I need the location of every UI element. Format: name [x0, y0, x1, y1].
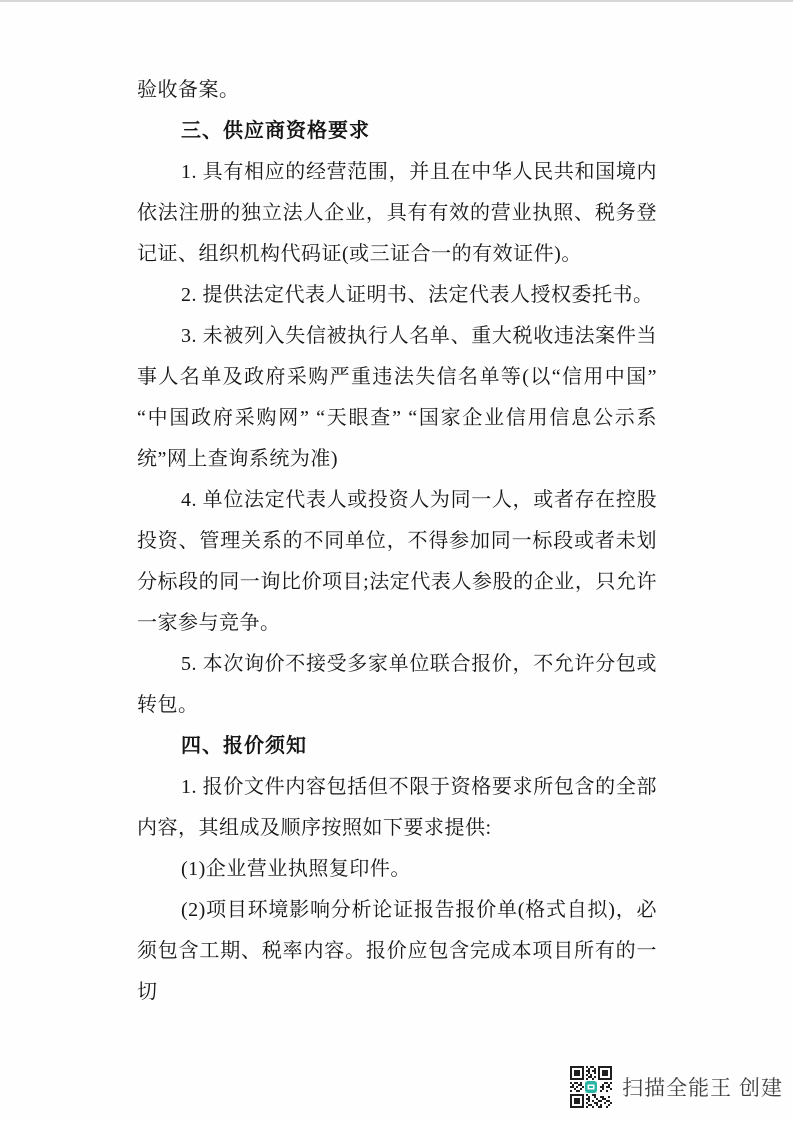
- para-qualification-item-2: 2. 提供法定代表人证明书、法定代表人授权委托书。: [181, 284, 654, 306]
- heading-quotation-notes: 四、报价须知: [181, 735, 307, 757]
- para-quotation-subitem-1: (1)企业营业执照复印件。: [181, 858, 411, 880]
- para-acceptance-filing: 验收备案。: [137, 79, 240, 101]
- camscanner-watermark: [570, 1066, 783, 1108]
- para-qualification-item-5: 5. 本次询价不接受多家单位联合报价，不允许分包或转包。: [137, 653, 657, 716]
- para-qualification-item-4: 4. 单位法定代表人或投资人为同一人，或者存在控股投资、管理关系的不同单位，不得参加同一标段或者未划分标段的同一询比价项目;法定代表人参股的企业，只允许一家参与竞争。: [137, 489, 657, 634]
- heading-supplier-qualifications: 三、供应商资格要求: [181, 120, 370, 142]
- para-quotation-subitem-2: (2)项目环境影响分析论证报告报价单(格式自拟)，必须包含工期、税率内容。报价应包含完成本项目所有的一切: [137, 899, 657, 1003]
- document-content: [137, 70, 657, 1013]
- qr-code-icon: [570, 1066, 612, 1108]
- watermark-label: 扫描全能王 创建: [622, 1077, 783, 1100]
- para-quotation-item-1: 1. 报价文件内容包括但不限于资格要求所包含的全部内容，其组成及顺序按照如下要求提供:: [137, 776, 657, 839]
- para-qualification-item-1: 1. 具有相应的经营范围，并且在中华人民共和国境内依法注册的独立法人企业，具有有效的营业执照、税务登记证、组织机构代码证(或三证合一的有效证件)。: [137, 161, 657, 265]
- scan-edge-line: [0, 0, 793, 2]
- para-qualification-item-3: 3. 未被列入失信被执行人名单、重大税收违法案件当事人名单及政府采购严重违法失信名单等(以“信用中国” “中国政府采购网” “天眼查” “国家企业信用信息公示系统”网上查询系统为准): [137, 325, 657, 470]
